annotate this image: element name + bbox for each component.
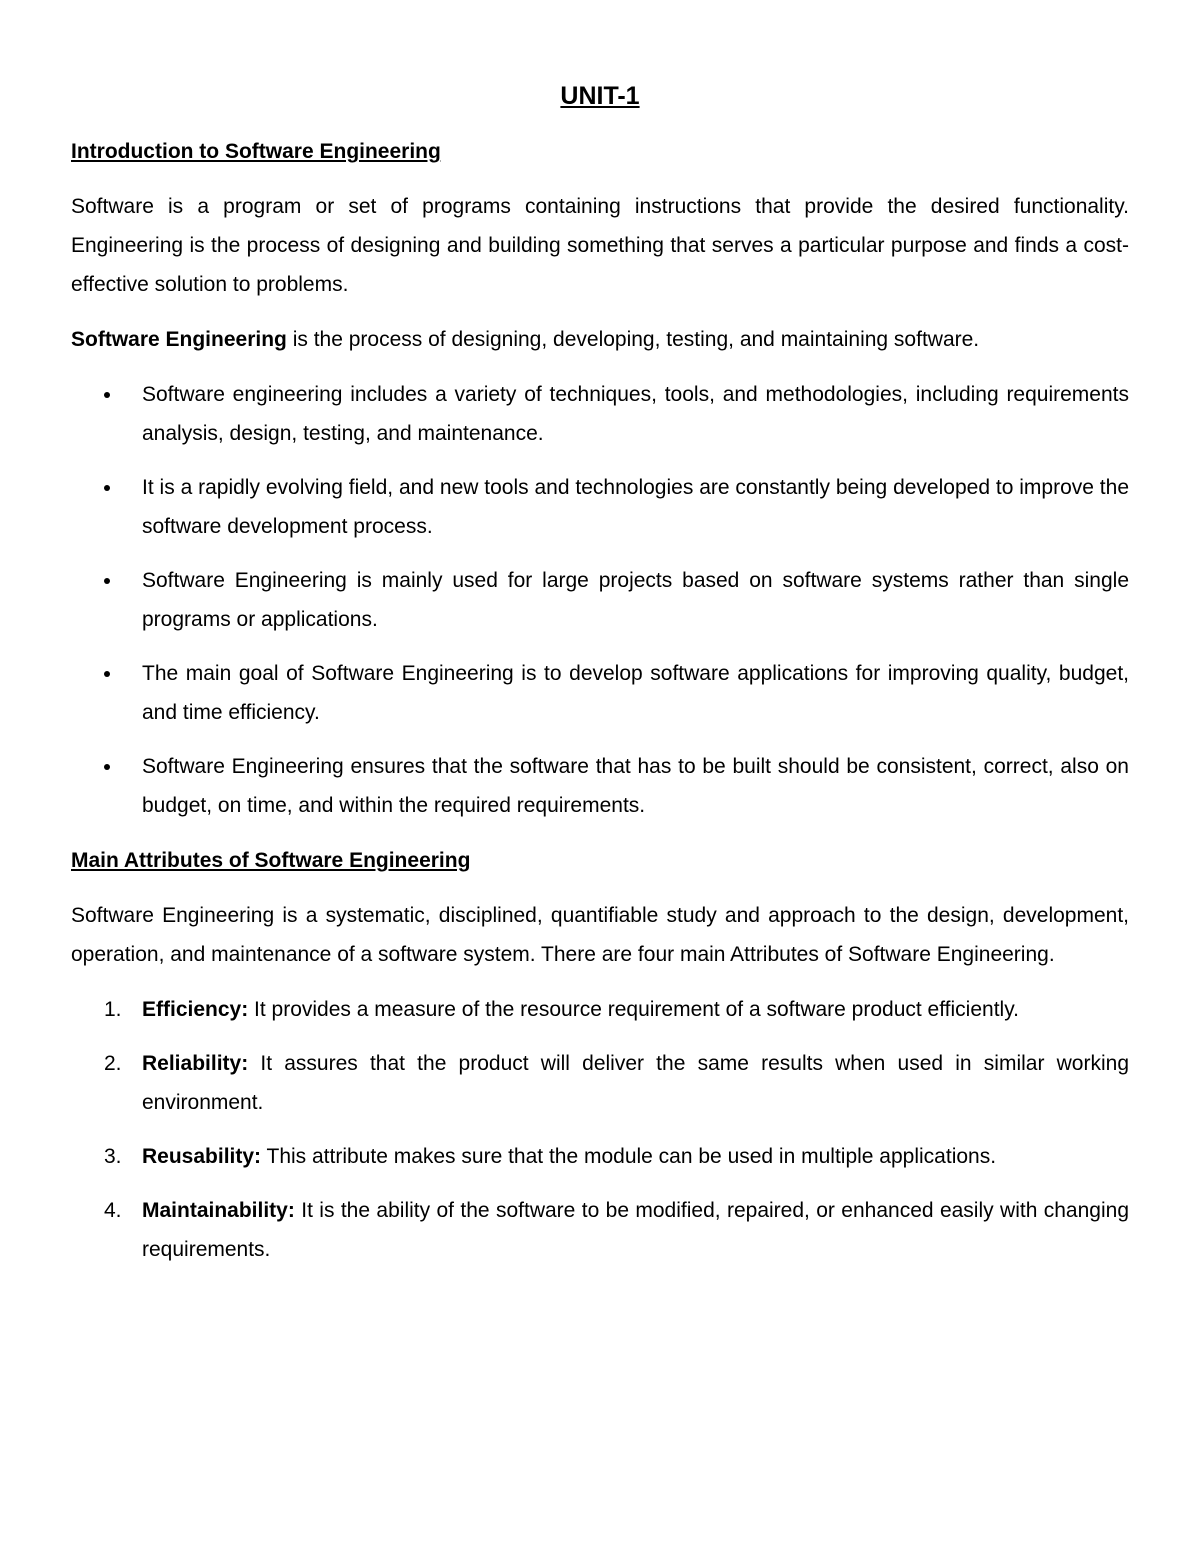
bullet-icon	[104, 578, 110, 584]
attributes-paragraph: Software Engineering is a systematic, disciplined, quantifiable study and approach to the design, development, operation, and maintenance of a software system. There are four main Attributes of Software Engineering.	[71, 904, 1129, 966]
attribute-number: 1.	[104, 998, 122, 1021]
attributes-list	[71, 990, 1129, 1269]
attribute-item	[71, 990, 1129, 1029]
attribute-text: It is the ability of the software to be modified, repaired, or enhanced easily with changing requirements.	[142, 1199, 1129, 1261]
intro-heading: Introduction to Software Engineering	[71, 140, 441, 163]
definition-term: Software Engineering	[71, 328, 287, 351]
document-page	[71, 80, 1129, 1285]
attribute-text: This attribute makes sure that the module can be used in multiple applications.	[261, 1145, 997, 1168]
bullet-item	[71, 468, 1129, 546]
attribute-name: Maintainability:	[142, 1199, 295, 1222]
bullet-item	[71, 561, 1129, 639]
bullet-text: The main goal of Software Engineering is to develop software applications for improving quality, budget, and time efficiency.	[142, 662, 1129, 724]
bullet-item	[71, 375, 1129, 453]
bullet-text: Software Engineering is mainly used for large projects based on software systems rather than single programs or applications.	[142, 569, 1129, 631]
attribute-number: 3.	[104, 1145, 122, 1168]
attribute-number: 2.	[104, 1052, 122, 1075]
bullet-icon	[104, 392, 110, 398]
bullet-item	[71, 654, 1129, 732]
attribute-item	[71, 1137, 1129, 1176]
bullet-text: Software Engineering ensures that the software that has to be built should be consistent, correct, also on budget, on time, and within the required requirements.	[142, 755, 1129, 817]
attribute-item	[71, 1191, 1129, 1269]
bullet-item	[71, 747, 1129, 825]
attribute-text: It assures that the product will deliver the same results when used in similar working environment.	[142, 1052, 1129, 1114]
attribute-number: 4.	[104, 1199, 122, 1222]
bullet-text: It is a rapidly evolving field, and new tools and technologies are constantly being developed to improve the software development process.	[142, 476, 1129, 538]
attribute-item	[71, 1044, 1129, 1122]
bullet-icon	[104, 485, 110, 491]
attribute-text: It provides a measure of the resource requirement of a software product efficiently.	[248, 998, 1019, 1021]
attributes-heading: Main Attributes of Software Engineering	[71, 849, 471, 872]
unit-title: UNIT-1	[560, 82, 640, 110]
definition-paragraph	[71, 320, 1129, 359]
attribute-name: Reliability:	[142, 1052, 249, 1075]
attribute-name: Reusability:	[142, 1145, 262, 1168]
definition-text: is the process of designing, developing, testing, and maintaining software.	[286, 328, 980, 351]
bullet-icon	[104, 671, 110, 677]
bullet-icon	[104, 764, 110, 770]
bullet-text: Software engineering includes a variety of techniques, tools, and methodologies, including requirements analysis, design, testing, and maintenance.	[142, 383, 1129, 445]
attribute-name: Efficiency:	[142, 998, 249, 1021]
intro-paragraph: Software is a program or set of programs containing instructions that provide the desired functionality. Engineering is the process of designing and building something that serves a particular purpose and finds a cost-effective solution to problems.	[71, 195, 1129, 296]
intro-bullet-list	[71, 375, 1129, 825]
